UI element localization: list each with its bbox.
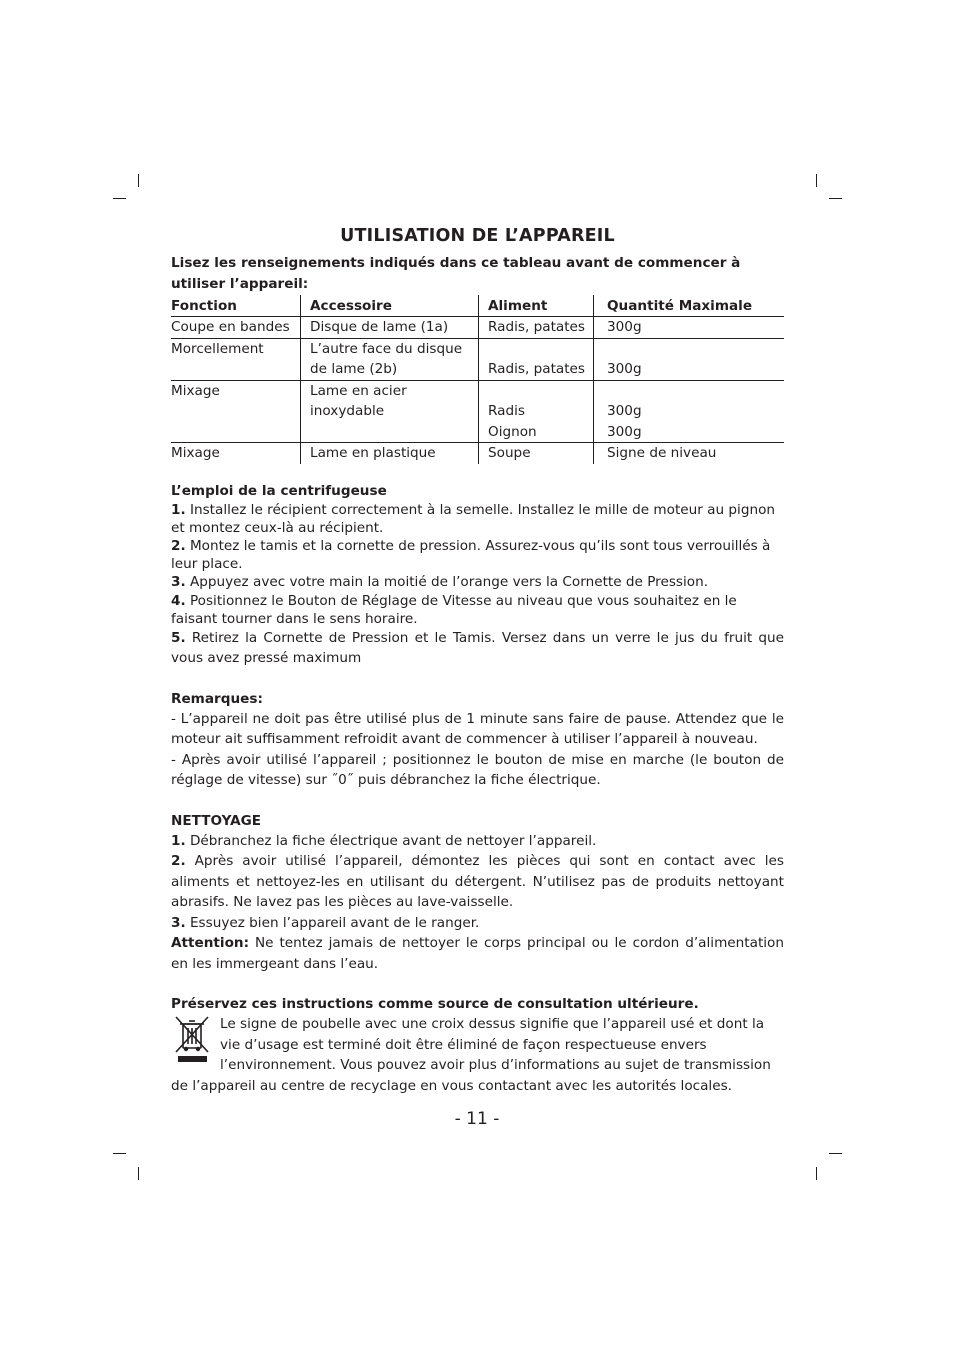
table-row bbox=[171, 338, 784, 380]
step-text: Montez le tamis et la cornette de pression. Assurez-vous qu’ils sont tous verrouillés à leur place. bbox=[171, 537, 771, 573]
cell-aliment: Radis, patates bbox=[488, 361, 586, 377]
step-number: 2. bbox=[171, 853, 186, 870]
step-number: 2. bbox=[171, 537, 186, 554]
centrifugeuse-section bbox=[171, 481, 784, 669]
column-header-aliment: Aliment bbox=[479, 295, 594, 317]
step-number: 3. bbox=[171, 574, 186, 591]
list-item bbox=[171, 501, 784, 537]
preserve-notice: Préservez ces instructions comme source de consultation ultérieure. bbox=[171, 996, 699, 1013]
crop-mark bbox=[138, 174, 139, 187]
cell-fonction bbox=[171, 422, 300, 443]
weee-text-line: l’environnement. Vous pouvez avoir plus d’informations au sujet de transmission bbox=[220, 1057, 771, 1074]
cell-aliment bbox=[488, 339, 593, 360]
section-heading: L’emploi de la centrifugeuse bbox=[171, 482, 387, 499]
cell-quantite: 300g bbox=[607, 403, 642, 419]
cell-quantite bbox=[607, 381, 784, 402]
cell-accessoire: inoxydable bbox=[310, 403, 385, 419]
cell-fonction: Coupe en bandes bbox=[171, 319, 290, 335]
list-item bbox=[171, 933, 784, 974]
list-item bbox=[171, 851, 784, 913]
remarques-section bbox=[171, 689, 784, 791]
cell-accessoire: Lame en acier bbox=[310, 382, 407, 399]
cell-accessoire: L’autre face du disque bbox=[310, 340, 463, 357]
cell-accessoire: Lame en plastique bbox=[310, 445, 436, 461]
cell-fonction bbox=[171, 359, 300, 380]
cell-accessoire: de lame (2b) bbox=[310, 361, 398, 377]
cell-quantite: 300g bbox=[607, 423, 642, 440]
step-text: Débranchez la fiche électrique avant de nettoyer l’appareil. bbox=[185, 832, 597, 849]
step-number: 1. bbox=[171, 501, 186, 518]
step-number: 5. bbox=[171, 629, 186, 646]
step-text: Installez le récipient correctement à la semelle. Installez le mille de moteur au pignon et montez ceux-là au récipient. bbox=[171, 501, 776, 536]
cell-accessoire: Disque de lame (1a) bbox=[310, 319, 449, 335]
list-item: - L’appareil ne doit pas être utilisé plus de 1 minute sans faire de pause. Attendez que le moteur ait suffisamment refroidit avant de commencer à utiliser l’appareil à nouveau. bbox=[171, 710, 784, 748]
crop-mark bbox=[829, 1153, 842, 1154]
cell-aliment: Radis, patates bbox=[488, 319, 586, 335]
page-title: UTILISATION DE L’APPAREIL bbox=[340, 226, 615, 246]
cell-quantite: 300g bbox=[607, 361, 642, 377]
table-row bbox=[171, 443, 784, 464]
list-item bbox=[171, 628, 784, 669]
list-item bbox=[171, 592, 784, 628]
column-header-quantite: Quantité Maximale bbox=[594, 295, 785, 317]
section-heading: NETTOYAGE bbox=[171, 812, 262, 829]
step-text: Appuyez avec votre main la moitié de l’orange vers la Cornette de Pression. bbox=[185, 574, 709, 591]
page-content bbox=[171, 226, 784, 1096]
nettoyage-section bbox=[171, 811, 784, 975]
cell-quantite: Signe de niveau bbox=[607, 445, 717, 461]
weee-text-line: vie d’usage est terminé doit être éliminé de façon respectueuse envers bbox=[220, 1036, 707, 1053]
cell-fonction: Mixage bbox=[171, 445, 220, 461]
list-item: - Après avoir utilisé l’appareil ; positionnez le bouton de mise en marche (le bouton de réglage de vitesse) sur ˝0˝ puis débranchez la fiche électrique. bbox=[171, 751, 784, 789]
list-item bbox=[171, 573, 784, 591]
step-number: 3. bbox=[171, 914, 186, 931]
step-number: 1. bbox=[171, 832, 186, 849]
weee-section bbox=[171, 994, 784, 1096]
crop-mark bbox=[816, 174, 817, 187]
section-heading: Remarques: bbox=[171, 690, 263, 707]
step-text: Essuyez bien l’appareil avant de le ranger. bbox=[185, 914, 480, 931]
column-header-fonction: Fonction bbox=[171, 295, 301, 317]
usage-table bbox=[171, 295, 784, 464]
step-text: Positionnez le Bouton de Réglage de Vitesse au niveau que vous souhaitez en le faisant tourner dans le sens horaire. bbox=[171, 592, 737, 627]
cell-aliment: Soupe bbox=[488, 445, 531, 461]
cell-quantite bbox=[607, 339, 784, 360]
crop-mark bbox=[113, 1153, 126, 1154]
step-text: Ne tentez jamais de nettoyer le corps principal ou le cordon d’alimentation en les immergeant dans l’eau. bbox=[171, 935, 784, 972]
intro-text: Lisez les renseignements indiqués dans ce tableau avant de commencer à utiliser l’appareil: bbox=[171, 255, 741, 292]
table-row bbox=[171, 317, 784, 339]
step-text: Après avoir utilisé l’appareil, démontez les pièces qui sont en contact avec les aliments et nettoyez-les en utilisant du détergent. N’utilisez pas de produits nettoyant abrasifs. Ne lavez pas les pièces au lave-vaisselle. bbox=[171, 853, 784, 911]
crop-mark bbox=[816, 1167, 817, 1180]
crop-mark bbox=[113, 198, 126, 199]
crossed-bin-icon bbox=[173, 1014, 213, 1066]
page-number: - 11 - bbox=[454, 1109, 500, 1129]
list-item bbox=[171, 831, 784, 852]
weee-text-line: de l’appareil au centre de recyclage en vous contactant avec les autorités locales. bbox=[171, 1077, 732, 1094]
step-number: 4. bbox=[171, 592, 186, 609]
cell-aliment bbox=[488, 381, 593, 402]
list-item bbox=[171, 913, 784, 934]
cell-quantite: 300g bbox=[607, 319, 642, 335]
cell-fonction bbox=[171, 401, 300, 422]
cell-accessoire bbox=[310, 422, 478, 443]
crop-mark bbox=[138, 1167, 139, 1180]
cell-fonction: Morcellement bbox=[171, 340, 264, 357]
crop-mark bbox=[829, 198, 842, 199]
cell-fonction: Mixage bbox=[171, 382, 220, 399]
step-text: Retirez la Cornette de Pression et le Tamis. Versez dans un verre le jus du fruit que vous avez pressé maximum bbox=[171, 629, 784, 667]
cell-aliment: Oignon bbox=[488, 423, 537, 440]
column-header-accessoire: Accessoire bbox=[301, 295, 479, 317]
step-number: Attention: bbox=[171, 935, 250, 952]
table-header-row bbox=[171, 295, 784, 317]
cell-aliment: Radis bbox=[488, 403, 525, 419]
table-row bbox=[171, 380, 784, 443]
weee-text-line: Le signe de poubelle avec une croix dessus signifie que l’appareil usé et dont la bbox=[220, 1016, 765, 1033]
list-item bbox=[171, 537, 784, 573]
